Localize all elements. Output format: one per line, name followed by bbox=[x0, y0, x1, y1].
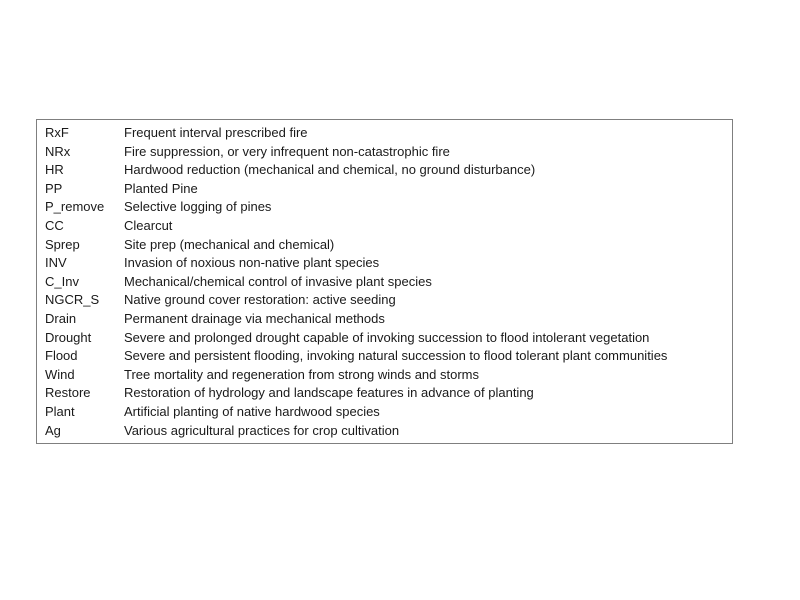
legend-code: Sprep bbox=[45, 236, 80, 252]
legend-row bbox=[45, 291, 728, 310]
legend-code: INV bbox=[45, 255, 67, 271]
legend-description: Site prep (mechanical and chemical) bbox=[124, 236, 335, 252]
legend-row bbox=[45, 180, 728, 199]
legend-code: PP bbox=[45, 180, 63, 196]
abbreviation-legend-box bbox=[36, 119, 733, 444]
legend-code: NGCR_S bbox=[45, 292, 100, 308]
legend-code: C_Inv bbox=[45, 273, 79, 289]
legend-code: Restore bbox=[45, 385, 91, 401]
legend-description: Frequent interval prescribed fire bbox=[124, 125, 308, 140]
legend-description: Native ground cover restoration: active seeding bbox=[124, 292, 396, 308]
legend-code: P_remove bbox=[45, 199, 105, 215]
legend-row bbox=[45, 273, 728, 292]
legend-description: Tree mortality and regeneration from strong winds and storms bbox=[124, 366, 480, 382]
legend-code: HR bbox=[45, 162, 64, 178]
legend-row bbox=[45, 254, 728, 273]
legend-row bbox=[45, 366, 728, 385]
legend-code: Plant bbox=[45, 403, 75, 419]
legend-row bbox=[45, 124, 728, 143]
legend-code: Drain bbox=[45, 310, 77, 326]
legend-description: Permanent drainage via mechanical methods bbox=[124, 310, 385, 326]
legend-description: Artificial planting of native hardwood species bbox=[124, 403, 380, 419]
legend-row bbox=[45, 403, 728, 422]
legend-code: Ag bbox=[45, 422, 61, 438]
abbreviation-list bbox=[45, 124, 728, 440]
legend-code: Drought bbox=[45, 329, 92, 345]
legend-description: Severe and prolonged drought capable of invoking succession to flood intolerant vegetation bbox=[124, 329, 650, 345]
legend-description: Planted Pine bbox=[124, 180, 198, 196]
legend-row bbox=[45, 422, 728, 441]
legend-description: Invasion of noxious non-native plant species bbox=[124, 255, 380, 271]
legend-description: Restoration of hydrology and landscape features in advance of planting bbox=[124, 385, 534, 401]
legend-description: Fire suppression, or very infrequent non-catastrophic fire bbox=[124, 143, 450, 159]
legend-code: CC bbox=[45, 217, 64, 233]
legend-description: Severe and persistent flooding, invoking natural succession to flood tolerant plant communities bbox=[124, 348, 668, 364]
legend-row bbox=[45, 384, 728, 403]
legend-description: Mechanical/chemical control of invasive plant species bbox=[124, 273, 432, 289]
legend-row bbox=[45, 236, 728, 255]
legend-row bbox=[45, 347, 728, 366]
legend-description: Various agricultural practices for crop cultivation bbox=[124, 422, 400, 438]
legend-row bbox=[45, 161, 728, 180]
legend-row bbox=[45, 143, 728, 162]
legend-code: NRx bbox=[45, 143, 71, 159]
legend-code: RxF bbox=[45, 125, 69, 140]
legend-row bbox=[45, 217, 728, 236]
legend-description: Hardwood reduction (mechanical and chemical, no ground disturbance) bbox=[124, 162, 536, 178]
legend-row bbox=[45, 310, 728, 329]
legend-row bbox=[45, 329, 728, 348]
legend-code: Wind bbox=[45, 366, 75, 382]
legend-code: Flood bbox=[45, 348, 78, 364]
legend-description: Clearcut bbox=[124, 217, 173, 233]
legend-description: Selective logging of pines bbox=[124, 199, 272, 215]
legend-row bbox=[45, 198, 728, 217]
